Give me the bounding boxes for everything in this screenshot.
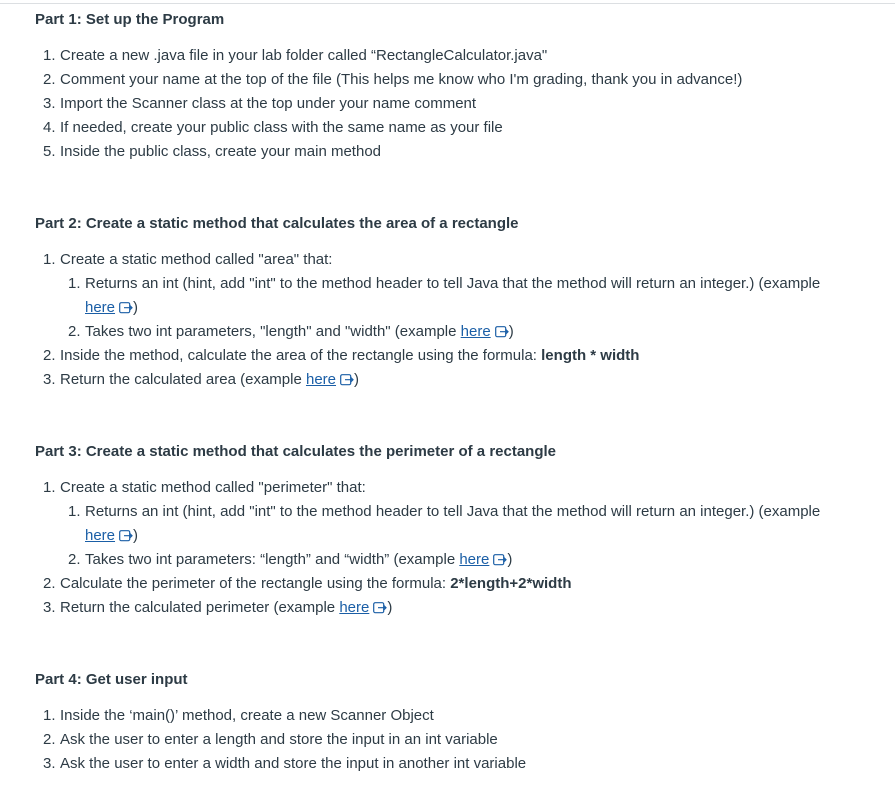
part1-heading: Part 1: Set up the Program xyxy=(35,11,225,28)
list-item: 3. Ask the user to enter a width and store the input in another int variable xyxy=(43,755,527,772)
example-link[interactable]: here xyxy=(85,299,116,316)
external-link-icon[interactable] xyxy=(495,326,509,338)
external-link-icon[interactable] xyxy=(493,554,507,566)
external-link-icon[interactable] xyxy=(119,302,133,314)
list-item: 1. Inside the ‘main()’ method, create a new Scanner Object xyxy=(43,707,434,724)
list-item: 5. Inside the public class, create your main method xyxy=(43,143,381,160)
part1-list xyxy=(43,44,875,164)
list-item: 2. Calculate the perimeter of the rectangle using the formula: 2*length+2*width xyxy=(43,575,572,592)
list-item: 2. Takes two int parameters, "length" and "width" (example here ) xyxy=(68,323,514,340)
list-item: 1. Returns an int (hint, add "int" to the method header to tell Java that the method will return an integer.) (example here ) xyxy=(68,503,821,544)
list-item: 1. Create a static method called "area" that: 1. Returns an int (hint, add "int" to the method header to tell Java that the method will return an integer.) (example here ) 2. Takes two int parameters, "length" and "width" (example here ) xyxy=(43,248,875,344)
part3-heading: Part 3: Create a static method that calculates the perimeter of a rectangle xyxy=(35,443,557,460)
external-link-icon[interactable] xyxy=(340,374,354,386)
list-item: 3. Return the calculated perimeter (example here ) xyxy=(43,599,393,616)
external-link-icon[interactable] xyxy=(373,602,387,614)
part2-heading: Part 2: Create a static method that calculates the area of a rectangle xyxy=(35,215,519,232)
example-link[interactable]: here xyxy=(459,551,490,568)
part4-heading: Part 4: Get user input xyxy=(35,671,188,688)
list-item: 2. Comment your name at the top of the file (This helps me know who I'm grading, thank you in advance!) xyxy=(43,71,743,88)
example-link[interactable]: here xyxy=(85,527,116,544)
part3-list xyxy=(43,476,875,620)
list-item: 1. Returns an int (hint, add "int" to the method header to tell Java that the method will return an integer.) (example here ) xyxy=(68,275,821,316)
top-divider xyxy=(0,3,895,4)
part3-sublist xyxy=(68,500,875,572)
list-item: 3. Return the calculated area (example here ) xyxy=(43,371,360,388)
external-link-icon[interactable] xyxy=(119,530,133,542)
part2-list xyxy=(43,248,875,392)
formula-text: length * width xyxy=(541,347,640,364)
list-item: 4. If needed, create your public class with the same name as your file xyxy=(43,119,503,136)
list-item: 2. Inside the method, calculate the area of the rectangle using the formula: length * width xyxy=(43,347,640,364)
example-link[interactable]: here xyxy=(460,323,491,340)
list-item: 3. Import the Scanner class at the top under your name comment xyxy=(43,95,477,112)
example-link[interactable]: here xyxy=(305,371,337,388)
list-item: 2. Takes two int parameters: “length” and “width” (example here ) xyxy=(68,551,513,568)
formula-text: 2*length+2*width xyxy=(450,575,572,592)
part2-sublist xyxy=(68,272,875,344)
example-link[interactable]: here xyxy=(339,599,370,616)
list-item: 1. Create a static method called "perimeter" that: 1. Returns an int (hint, add "int" to the method header to tell Java that the method will return an integer.) (example here ) 2. Takes two int parameters: “length” and “width” (example here ) xyxy=(43,476,875,572)
list-item: 1. Create a new .java file in your lab folder called “RectangleCalculator.java" xyxy=(43,47,548,64)
list-item: 2. Ask the user to enter a length and store the input in an int variable xyxy=(43,731,498,748)
part4-list xyxy=(43,704,875,776)
